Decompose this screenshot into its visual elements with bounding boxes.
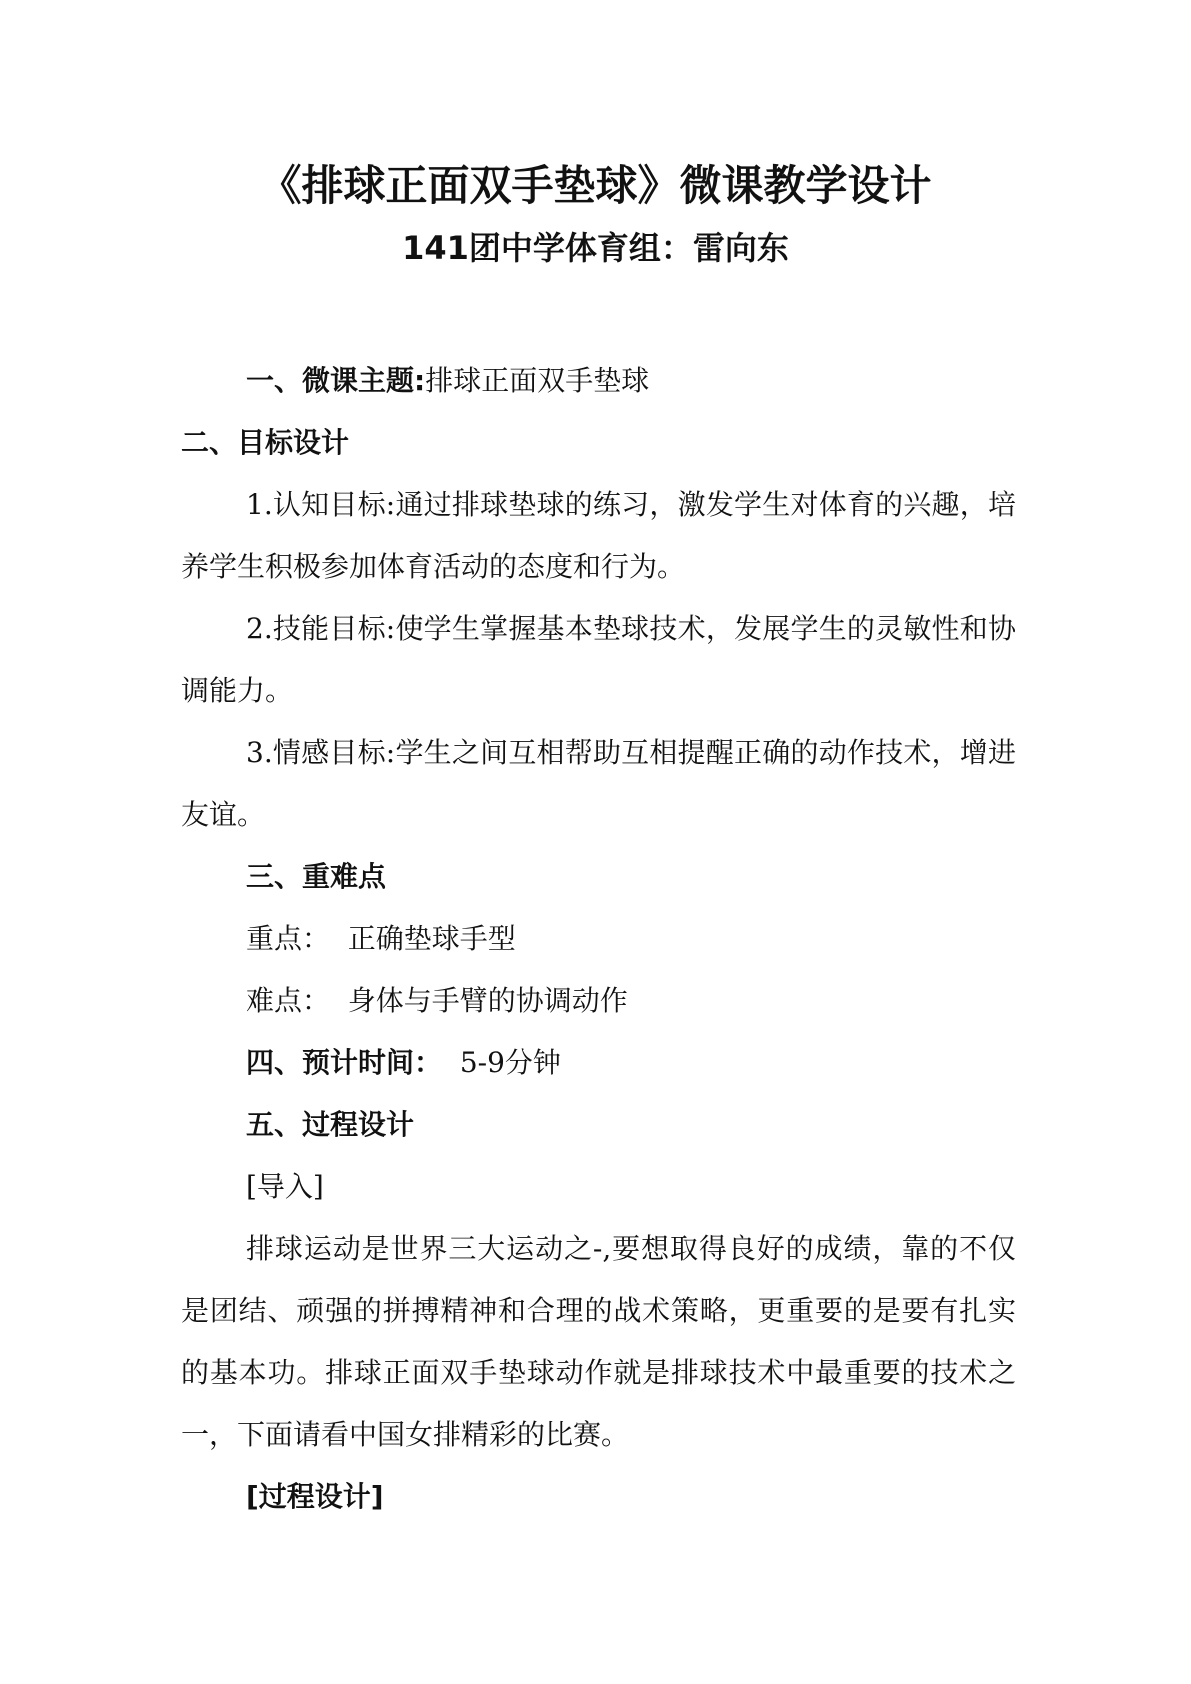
topic-heading: 一、微课主题: — [246, 364, 426, 397]
goals-heading: 二、目标设计 — [181, 426, 350, 459]
goal-item-skill: 2.技能目标:使学生掌握基本垫球技术，发展学生的灵敏性和协调能力。 — [181, 612, 1016, 707]
goal-item-cognitive: 1.认知目标:通过排球垫球的练习，激发学生对体育的兴趣，培养学生积极参加体育活动的态度和行为。 — [181, 488, 1016, 583]
goal-item-emotion: 3.情感目标:学生之间互相帮助互相提醒正确的动作技术，增进友谊。 — [181, 736, 1016, 831]
topic-paragraph — [181, 350, 1016, 412]
time-text: 5-9分钟 — [442, 1046, 561, 1079]
process-heading: 五、过程设计 — [246, 1108, 415, 1141]
document-body — [181, 350, 1016, 1528]
document-title: 《排球正面双手垫球》微课教学设计 — [259, 161, 932, 210]
author-line: 141团中学体育组：雷向东 — [402, 229, 789, 267]
intro-paragraph: 排球运动是世界三大运动之-,要想取得良好的成绩，靠的不仅是团结、顽强的拼搏精神和合理的战术策略，更重要的是要有扎实的基本功。排球正面双手垫球动作就是排球技术中最重要的技术之一，下面请看中国女排精彩的比赛。 — [181, 1232, 1016, 1451]
intro-label: [导入] — [246, 1170, 324, 1203]
key-points-heading: 三、重难点 — [246, 860, 387, 893]
process-design-label: [过程设计] — [246, 1480, 384, 1513]
difficulty-point: 难点： 身体与手臂的协调动作 — [246, 984, 628, 1017]
topic-text: 排球正面双手垫球 — [425, 364, 650, 397]
key-point: 重点： 正确垫球手型 — [246, 922, 516, 955]
time-heading: 四、预计时间： — [246, 1046, 443, 1079]
time-paragraph — [181, 1032, 1016, 1094]
